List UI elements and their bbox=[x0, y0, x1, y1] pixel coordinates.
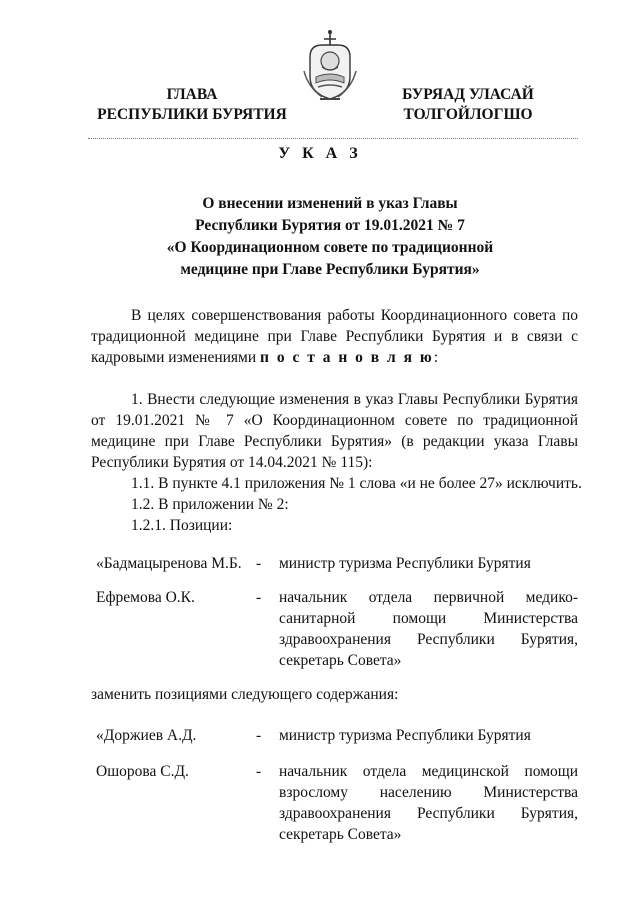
header-left bbox=[88, 85, 296, 125]
header-right-line2: ТОЛГОЙЛОГШО bbox=[403, 106, 533, 123]
replace-paragraph: заменить позициями следующего содержания: bbox=[91, 686, 399, 703]
position-name: Ошорова С.Д. bbox=[96, 763, 189, 780]
header-divider bbox=[88, 138, 578, 139]
item-1-paragraph bbox=[91, 389, 578, 473]
header-right-line1: БУРЯАД УЛАСАЙ bbox=[402, 86, 534, 103]
position-description: министр туризма Республики Бурятия bbox=[279, 555, 531, 572]
position-dash: - bbox=[256, 589, 262, 606]
subject-line-2: Республики Бурятия от 19.01.2021 № 7 bbox=[195, 217, 465, 234]
item-1-2: 1.2. В приложении № 2: bbox=[131, 496, 289, 513]
item-1-text: 1. Внести следующие изменения в указ Главы Республики Бурятия от 19.01.2021 № 7 «О Координационном совете по традиционной медицине при Главе Республики Бурятия» (в редакции указа Главы Республики Бурятия от 14.04.2021 № 115): bbox=[91, 391, 578, 471]
preamble-end: : bbox=[433, 349, 439, 366]
position-dash: - bbox=[256, 555, 262, 572]
document-type: У К А З bbox=[278, 145, 362, 162]
header-left-line1: ГЛАВА bbox=[166, 86, 218, 103]
document-subject bbox=[120, 193, 540, 281]
position-name: «Бадмацыренова М.Б. bbox=[96, 555, 242, 572]
position-description: начальник отдела первичной медико-санитарной помощи Министерства здравоохранения Республики Бурятия, секретарь Совета» bbox=[279, 589, 578, 669]
preamble-keyword: п о с т а н о в л я ю bbox=[260, 349, 434, 366]
coat-of-arms-emblem bbox=[300, 27, 360, 105]
header-left-line2: РЕСПУБЛИКИ БУРЯТИЯ bbox=[97, 106, 287, 123]
position-name: Ефремова О.К. bbox=[96, 589, 195, 606]
position-name: «Доржиев А.Д. bbox=[96, 727, 197, 744]
position-description: начальник отдела медицинской помощи взрослому населению Министерства здравоохранения Республики Бурятия, секретарь Совета» bbox=[279, 763, 578, 843]
header-right bbox=[378, 85, 558, 125]
item-1-1: 1.1. В пункте 4.1 приложения № 1 слова «и не более 27» исключить. bbox=[131, 475, 582, 492]
subject-line-1: О внесении изменений в указ Главы bbox=[202, 195, 458, 212]
preamble-paragraph bbox=[91, 305, 578, 368]
subject-line-3: «О Координационном совете по традиционной bbox=[166, 239, 494, 256]
position-dash: - bbox=[256, 727, 262, 744]
item-1-2-1: 1.2.1. Позиции: bbox=[131, 517, 233, 534]
preamble-text: В целях совершенствования работы Координационного совета по традиционной медицине при Главе Республики Бурятия и в связи с кадровыми изменениями bbox=[91, 307, 578, 366]
position-dash: - bbox=[256, 763, 262, 780]
position-description: министр туризма Республики Бурятия bbox=[279, 727, 531, 744]
subject-line-4: медицине при Главе Республики Бурятия» bbox=[180, 261, 480, 278]
